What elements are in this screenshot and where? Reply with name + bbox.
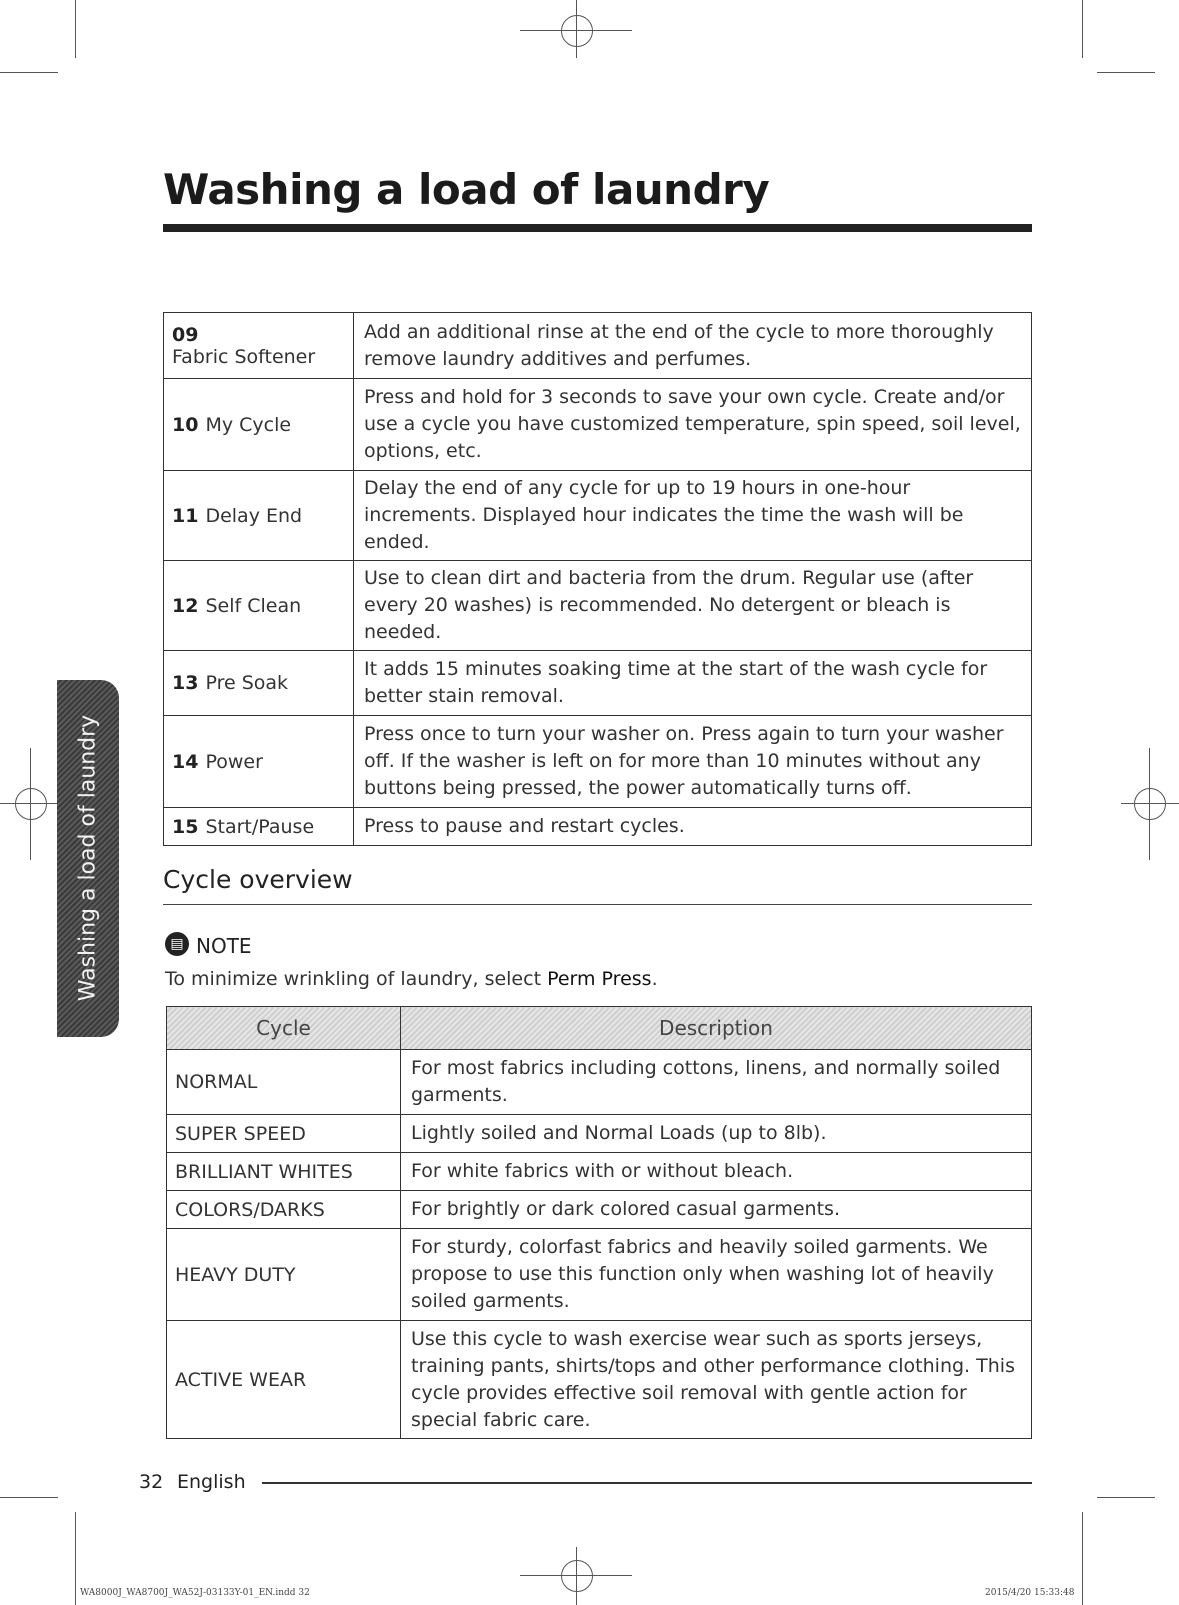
control-description: It adds 15 minutes soaking time at the start of the wash cycle for better stain removal. (354, 651, 1032, 716)
control-description: Press to pause and restart cycles. (354, 808, 1032, 846)
crop-mark (0, 72, 58, 73)
control-number: 13 (172, 672, 199, 694)
note-icon: ▤ (165, 932, 189, 956)
control-label: Pre Soak (205, 672, 289, 694)
table-header-row (167, 1007, 1032, 1050)
table-row (164, 313, 1032, 379)
registration-mark (561, 15, 593, 47)
control-number: 10 (172, 413, 199, 436)
table-row (164, 561, 1032, 651)
cycle-name: COLORS/DARKS (167, 1191, 401, 1229)
control-label: Fabric Softener (172, 345, 316, 368)
control-number: 12 (172, 594, 199, 617)
cycle-name: HEAVY DUTY (167, 1229, 401, 1321)
registration-mark (15, 788, 47, 820)
control-name-cell (164, 808, 354, 846)
control-description: Use to clean dirt and bacteria from the drum. Regular use (after every 20 washes) is recommended. No detergent or bleach is needed. (354, 561, 1032, 651)
control-name-cell (164, 471, 354, 561)
cycle-name: BRILLIANT WHITES (167, 1153, 401, 1191)
imprint-file: WA8000J_WA8700J_WA52J-03133Y-01_EN.indd 32 (80, 1588, 310, 1598)
crop-mark (0, 1497, 58, 1498)
note-text (165, 968, 658, 990)
control-name-cell (164, 716, 354, 808)
note-highlight: Perm Press (547, 968, 652, 990)
imprint-timestamp: 2015/4/20 15:33:48 (985, 1588, 1075, 1598)
control-name-cell (164, 379, 354, 471)
section-heading: Cycle overview (163, 865, 353, 894)
control-label: Power (205, 750, 263, 773)
crop-mark (1097, 72, 1155, 73)
control-description: Press and hold for 3 seconds to save your own cycle. Create and/or use a cycle you have customized temperature, spin speed, soil level, options, etc. (354, 379, 1032, 471)
control-number: 11 (172, 504, 199, 527)
table-row (164, 379, 1032, 471)
table-row (167, 1321, 1032, 1439)
registration-mark (561, 1560, 593, 1592)
table-row (164, 471, 1032, 561)
cycle-description: For brightly or dark colored casual garments. (401, 1191, 1032, 1229)
title-rule (163, 224, 1032, 232)
column-header-description: Description (401, 1007, 1032, 1050)
crop-mark (75, 0, 76, 58)
control-name-cell (164, 561, 354, 651)
note-label: NOTE (196, 934, 252, 958)
table-row (167, 1115, 1032, 1153)
control-description: Press once to turn your washer on. Press again to turn your washer off. If the washer is left on for more than 10 minutes without any buttons being pressed, the power automatically turns off. (354, 716, 1032, 808)
cycle-description: Use this cycle to wash exercise wear such as sports jerseys, training pants, shirts/tops and other performance clothing. This cycle provides effective soil removal with gentle action for special fabric care. (401, 1321, 1032, 1439)
table-row (167, 1191, 1032, 1229)
control-number: 09 (172, 323, 199, 346)
registration-mark (1134, 788, 1166, 820)
cycle-description: Lightly soiled and Normal Loads (up to 8lb). (401, 1115, 1032, 1153)
cycle-table (166, 1006, 1032, 1439)
cycle-description: For white fabrics with or without bleach. (401, 1153, 1032, 1191)
control-description: Add an additional rinse at the end of the cycle to more thoroughly remove laundry additives and perfumes. (354, 313, 1032, 379)
table-row (167, 1050, 1032, 1115)
table-row (164, 651, 1032, 716)
control-name-cell (164, 651, 354, 716)
footer-rule (262, 1482, 1032, 1484)
control-label: Self Clean (205, 594, 302, 617)
cycle-name: ACTIVE WEAR (167, 1321, 401, 1439)
table-row (167, 1153, 1032, 1191)
note-text-end: . (651, 968, 658, 990)
table-row (164, 716, 1032, 808)
section-rule (163, 904, 1032, 905)
note-text-body: To minimize wrinkling of laundry, select (165, 968, 548, 990)
page-number: 32 (139, 1471, 164, 1493)
control-description: Delay the end of any cycle for up to 19 hours in one-hour increments. Displayed hour indicates the time the wash will be ended. (354, 471, 1032, 561)
crop-mark (1097, 1497, 1155, 1498)
page-title: Washing a load of laundry (163, 165, 770, 214)
control-label: Start/Pause (205, 815, 315, 838)
cycle-name: SUPER SPEED (167, 1115, 401, 1153)
cycle-name: NORMAL (167, 1050, 401, 1115)
control-number: 15 (172, 815, 199, 838)
controls-table (163, 312, 1032, 846)
column-header-cycle: Cycle (167, 1007, 401, 1050)
control-number: 14 (172, 750, 199, 773)
crop-mark (1082, 0, 1083, 58)
table-row (164, 808, 1032, 846)
side-tab-label: Washing a load of laundry (75, 714, 101, 1002)
control-name-cell (164, 313, 354, 379)
crop-mark (75, 1512, 76, 1605)
control-label: My Cycle (205, 413, 292, 436)
control-label: Delay End (205, 504, 303, 527)
table-row (167, 1229, 1032, 1321)
page-language: English (177, 1471, 246, 1493)
cycle-description: For most fabrics including cottons, linens, and normally soiled garments. (401, 1050, 1032, 1115)
cycle-description: For sturdy, colorfast fabrics and heavily soiled garments. We propose to use this function only when washing lot of heavily soiled garments. (401, 1229, 1032, 1321)
crop-mark (1082, 1512, 1083, 1605)
